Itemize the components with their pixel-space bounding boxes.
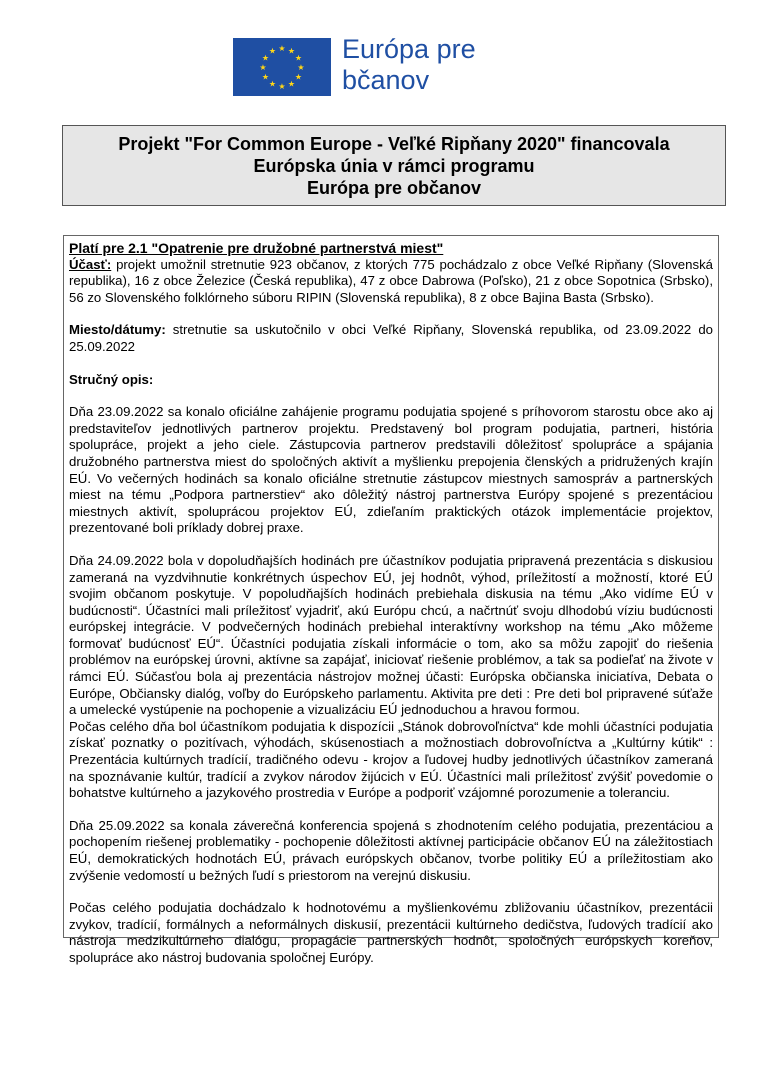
eu-star-icon: ★ [294,53,303,63]
eu-star-icon: ★ [294,72,303,82]
logo-line-1: Európa pre [342,34,476,64]
logo-line-2: bčanov [342,65,430,95]
summary-label: Stručný opis: [69,371,154,387]
participation-paragraph [69,257,713,307]
eu-star-icon: ★ [261,53,270,63]
description-paragraph-5: Počas celého podujatia dochádzalo k hodnotovému a myšlienkovému zbližovaniu účastníkov, prezentácii zvykov, tradícií, formálnych a neformálnych diskusií, prezentácii kultúrneho dedičstva, ľudových tradícií ako nástroja medzikultúrneho dialógu, propagácie partnerských hodnôt, spoločných európskych koreňov, spolupráce ako nástroj budovania spoločnej Európy. [69,900,713,965]
description-paragraph-3: Počas celého dňa bol účastníkom podujatia k dispozícii „Stánok dobrovoľníctva“ kde mohli účastníci podujatia získať poznatky o pozitívach, výhodách, skúsenostiach a možnostiach dobrovoľníctva a „Kultúrny kútik“ : Prezentácia kultúrnych tradícií, tradičného odevu - krojov a ľudovej hudby jednotlivých účastníkov zameraná na spoznávanie kultúr, tradícií a zvykov národov žijúcich v EÚ. Účastníci mali príležitosť zvýšiť povedomie o bohatstve kultúrneho a jazykového prostredia v Európe a podporiť vzájomné porozumenie a toleranciu. [69,718,713,801]
eu-star-icon: ★ [261,72,270,82]
description-paragraph-4: Dňa 25.09.2022 sa konala záverečná konferencia spojená s zhodnotením celého podujatia, prezentáciou a pochopením riešenej problematiky - pochopenie dôležitosti aktívnej participácie občanov EÚ na záležitostiach EÚ, demokratických hodnotách EÚ, právach európskych občanov, tvorbe politiky EÚ a príležitostiam ako zvýšenie vedomostí u bežných ľudí s priestorom na verejnú diskusiu. [69,817,713,883]
eu-star-icon: ★ [268,46,277,56]
title-line-3: Európa pre občanov [306,177,482,198]
eu-star-icon: ★ [278,82,286,91]
project-details-box [63,235,719,965]
eu-flag-stars [233,38,331,96]
participation-label: Účasť: [69,256,112,272]
eu-star-icon: ★ [259,63,267,72]
description-paragraph-1: Dňa 23.09.2022 sa konalo oficiálne zahájenie programu podujatia spojené s príhovorom starostu obce ako aj predstaviteľov jednotlivých partnerov projektu. Predstavený bol program podujatia, partneri, história spolupráce, projekt a jeho ciele. Zástupcovia partnerov predstavili dôležitosť spolupráce a spájania družobného partnerstva miest do spoločných aktivít a myšlienku prepojenia členských a pridružených krajín EÚ. Vo večerných hodinách sa konalo oficiálne stretnutie zástupcov miestnych samospráv a partnerských miest na tému „Podpora partnerstiev“ ako dôležitý nástroj partnerstva Európy spojené s prezentáciou miestnych aktivít, spoluprácou projektov EÚ, zdieľaním praktických otázok implementácie projektov, prezentované boli príklady dobrej praxe. [69,404,713,536]
eu-star-icon: ★ [297,63,305,72]
place-paragraph [69,322,713,355]
title-line-2: Európska únia v rámci programu [253,155,535,176]
place-label: Miesto/dátumy: [69,322,166,338]
section-heading: Platí pre 2.1 "Opatrenie pre družobné partnerstvá miest" [69,240,444,256]
eu-star-icon: ★ [268,79,277,89]
eu-flag-icon [233,38,331,96]
description-paragraph-2: Dňa 24.09.2022 bola v dopoludňajších hodinách pre účastníkov podujatia pripravená prezentácia s diskusiou zameraná na vyzdvihnutie konkrétnych úspechov EÚ, jej hodnôt, výhod, príležitostí a možností, ktoré EÚ svojim občanom poskytuje. V popoludňajších hodinách prebiehala diskusia na tému „Ako vidíme EÚ v budúcnosti“. Účastníci mali príležitosť vyjadriť, akú Európu chcú, a načrtnúť svoju dlhodobú víziu budúcnosti európskej integrácie. V podvečerných hodinách prebiehal interaktívny workshop na tému „Ako môžeme formovať budúcnosť EÚ“. Účastníci podujatia získali informácie o tom, ako sa môžu zapojiť do riešenia problémov na európskej úrovni, aktívne sa zapájať, iniciovať riešenie problémov, a tak sa podieľať na živote v rámci EÚ. Súčasťou bola aj prezentácia nástrojov možnej účasti: Európska občianska iniciatíva, Debata o Európe, Občiansky dialóg, voľby do Európskeho parlamentu. Aktivita pre deti : Pre deti bol pripravené súťaže a umelecké vystúpenie na pochopenie a vizualizáciu EÚ jednoduchou a hravou formou. [69,552,713,718]
project-title-box [62,125,726,206]
eu-star-icon: ★ [278,44,286,53]
eu-star-icon: ★ [287,46,296,56]
title-line-1: Projekt "For Common Europe - Veľké Ripňany 2020" financovala [118,133,670,154]
program-logo-text [342,34,476,96]
participation-text: projekt umožnil stretnutie 923 občanov, z ktorých 775 pochádzalo z obce Veľké Ripňany (Slovenská republika), 16 z obce Železice (Česká republika), 47 z obce Dabrowa (Poľsko), 21 z obce Sopotnica (Srbsko), 56 zo Slovenského folklórneho súboru RIPIN (Slovenská republika), 8 z obce Bajina Basta (Srbsko). [69,256,713,305]
eu-star-icon: ★ [287,79,296,89]
place-text: stretnutie sa uskutočnilo v obci Veľké Ripňany, Slovenská republika, od 23.09.2022 do 25.09.2022 [69,322,713,354]
